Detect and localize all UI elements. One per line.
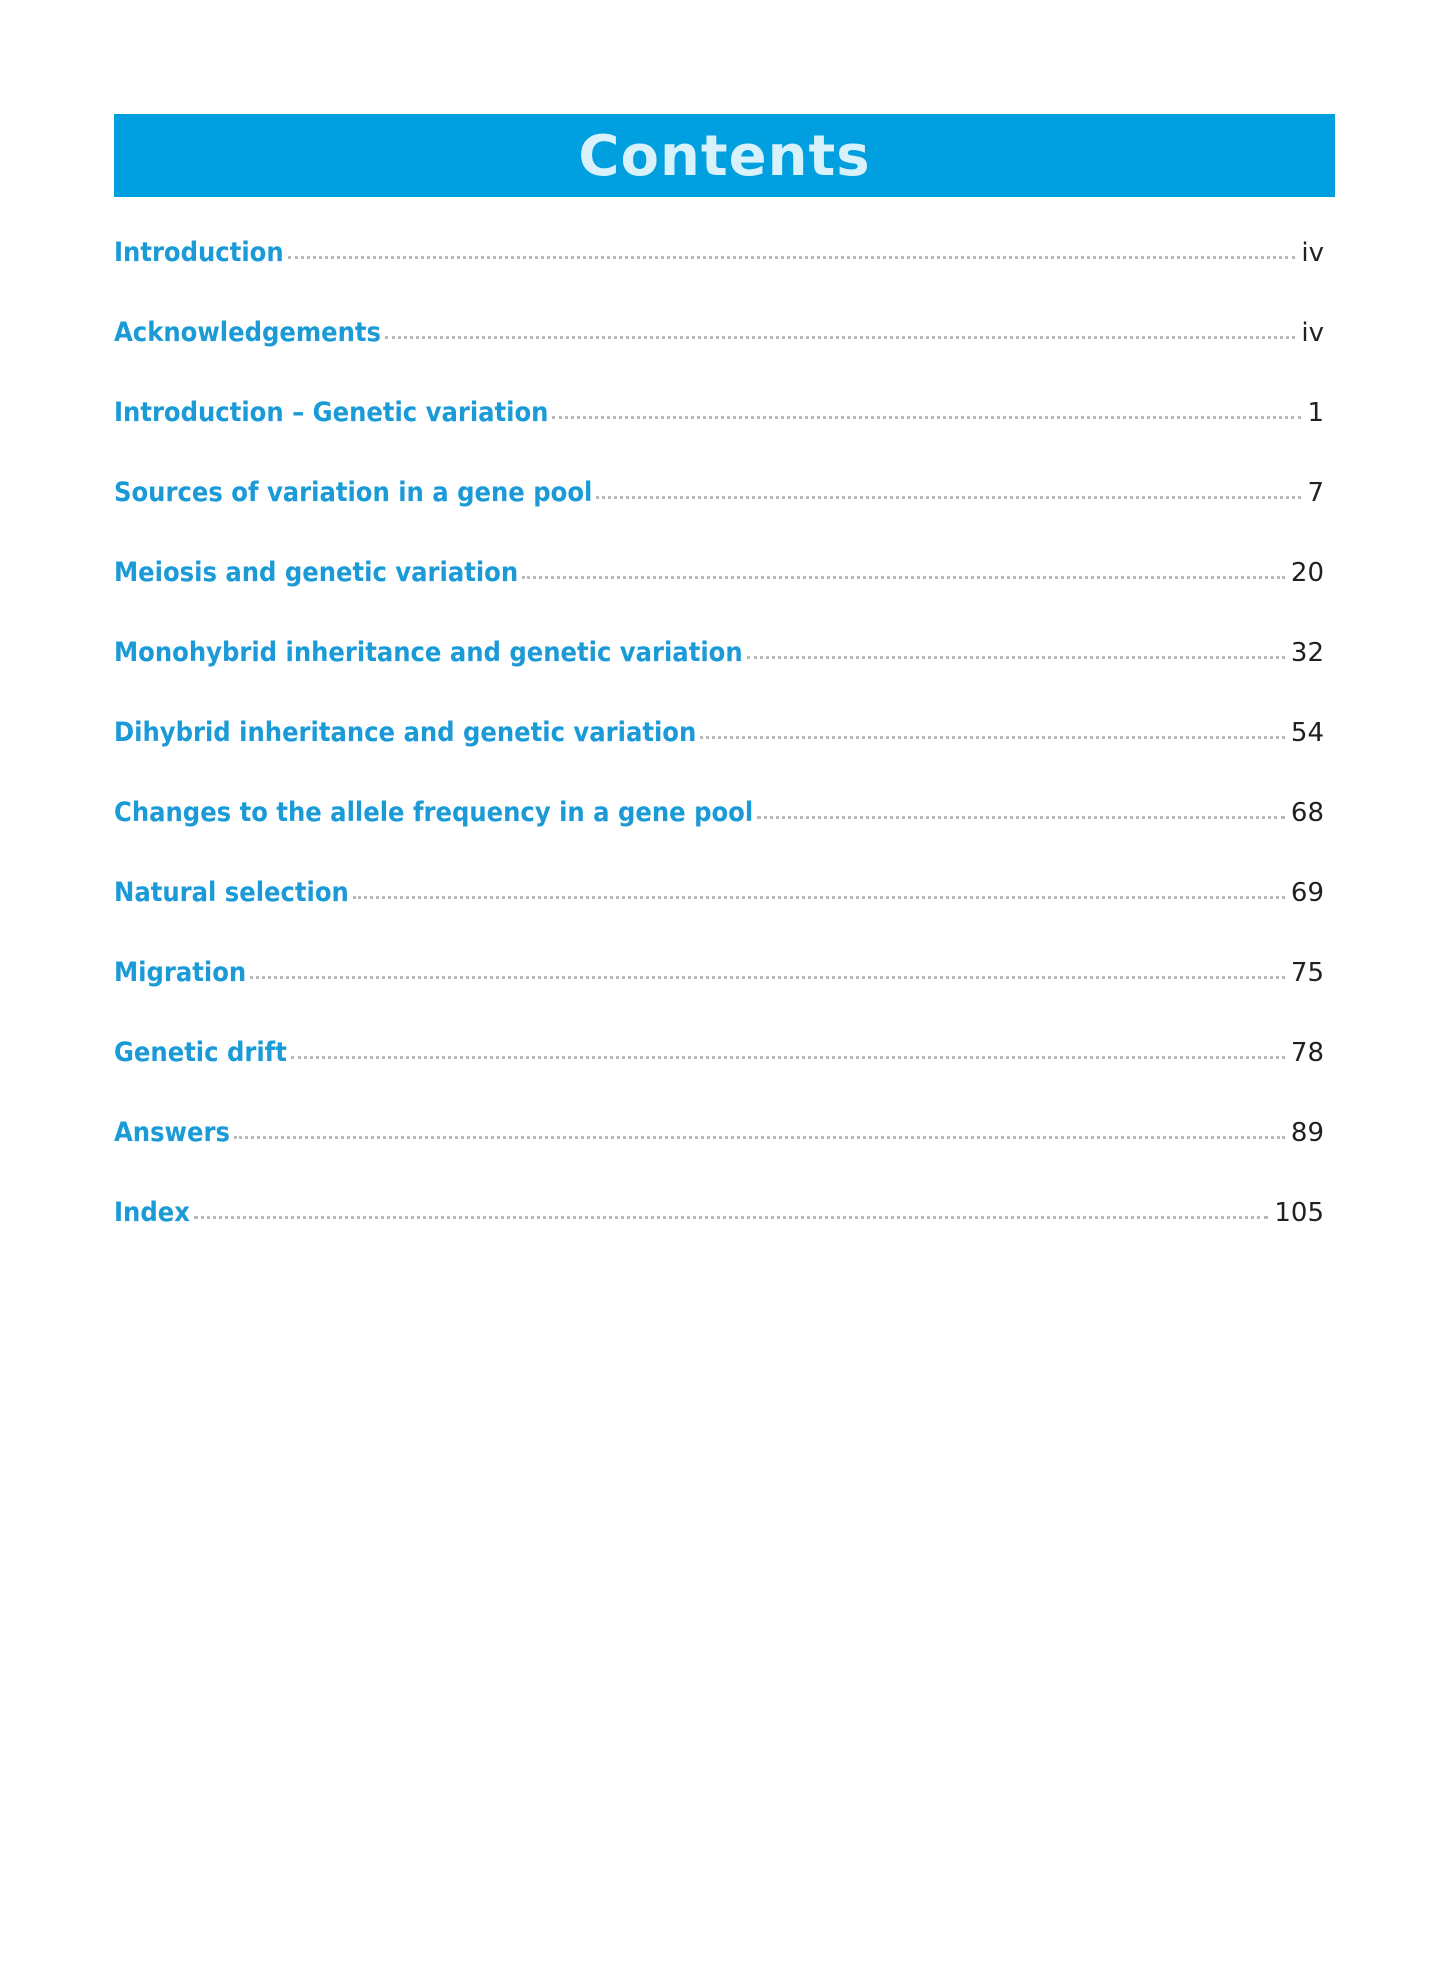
contents-header-bar [114, 114, 1335, 197]
toc-entry-page: 54 [1290, 718, 1324, 748]
toc-entry-page: 78 [1290, 1038, 1324, 1068]
dot-leader [596, 496, 1301, 499]
toc-entry-migration[interactable] [114, 957, 1324, 1037]
toc-entry-page: 69 [1290, 878, 1324, 908]
dot-leader [747, 656, 1285, 659]
table-of-contents [114, 237, 1324, 1277]
dot-leader [552, 416, 1301, 419]
toc-entry-page: iv [1301, 318, 1324, 348]
dot-leader [234, 1136, 1285, 1139]
toc-entry-title[interactable]: Genetic drift [114, 1037, 287, 1068]
toc-entry-title[interactable]: Migration [114, 957, 247, 988]
toc-entry-allele-frequency[interactable] [114, 797, 1324, 877]
toc-entry-page: iv [1301, 238, 1324, 268]
toc-entry-page: 7 [1307, 478, 1324, 508]
toc-entry-title[interactable]: Monohybrid inheritance and genetic variation [114, 637, 743, 668]
toc-entry-page: 89 [1290, 1118, 1324, 1148]
toc-entry-title[interactable]: Answers [114, 1117, 230, 1148]
toc-entry-title[interactable]: Introduction – Genetic variation [114, 397, 549, 428]
dot-leader [291, 1056, 1285, 1059]
toc-entry-title[interactable]: Natural selection [114, 877, 349, 908]
dot-leader [522, 576, 1285, 579]
toc-entry-title[interactable]: Changes to the allele frequency in a gene pool [114, 797, 754, 828]
toc-entry-page: 1 [1307, 398, 1324, 428]
toc-entry-answers[interactable] [114, 1117, 1324, 1197]
dot-leader [288, 256, 1296, 259]
toc-entry-title[interactable]: Dihybrid inheritance and genetic variation [114, 717, 697, 748]
toc-entry-natural-selection[interactable] [114, 877, 1324, 957]
toc-entry-title[interactable]: Sources of variation in a gene pool [114, 477, 593, 508]
toc-entry-acknowledgements[interactable] [114, 317, 1324, 397]
toc-entry-genetic-drift[interactable] [114, 1037, 1324, 1117]
toc-entry-page: 32 [1290, 638, 1324, 668]
dot-leader [353, 896, 1285, 899]
toc-entry-title[interactable]: Index [114, 1197, 190, 1228]
toc-entry-meiosis[interactable] [114, 557, 1324, 637]
toc-entry-introduction[interactable] [114, 237, 1324, 317]
toc-entry-index[interactable] [114, 1197, 1324, 1277]
toc-entry-title[interactable]: Acknowledgements [114, 317, 381, 348]
toc-entry-monohybrid-inheritance[interactable] [114, 637, 1324, 717]
toc-entry-title[interactable]: Meiosis and genetic variation [114, 557, 519, 588]
dot-leader [194, 1216, 1269, 1219]
dot-leader [250, 976, 1285, 979]
dot-leader [385, 336, 1295, 339]
toc-entry-sources-of-variation[interactable] [114, 477, 1324, 557]
toc-entry-page: 68 [1290, 798, 1324, 828]
dot-leader [757, 816, 1285, 819]
page-title: Contents [578, 123, 871, 189]
toc-entry-title[interactable]: Introduction [114, 237, 284, 268]
dot-leader [700, 736, 1285, 739]
toc-entry-introduction-genetic-variation[interactable] [114, 397, 1324, 477]
toc-entry-page: 105 [1274, 1198, 1324, 1228]
toc-entry-dihybrid-inheritance[interactable] [114, 717, 1324, 797]
toc-entry-page: 20 [1290, 558, 1324, 588]
toc-entry-page: 75 [1290, 958, 1324, 988]
